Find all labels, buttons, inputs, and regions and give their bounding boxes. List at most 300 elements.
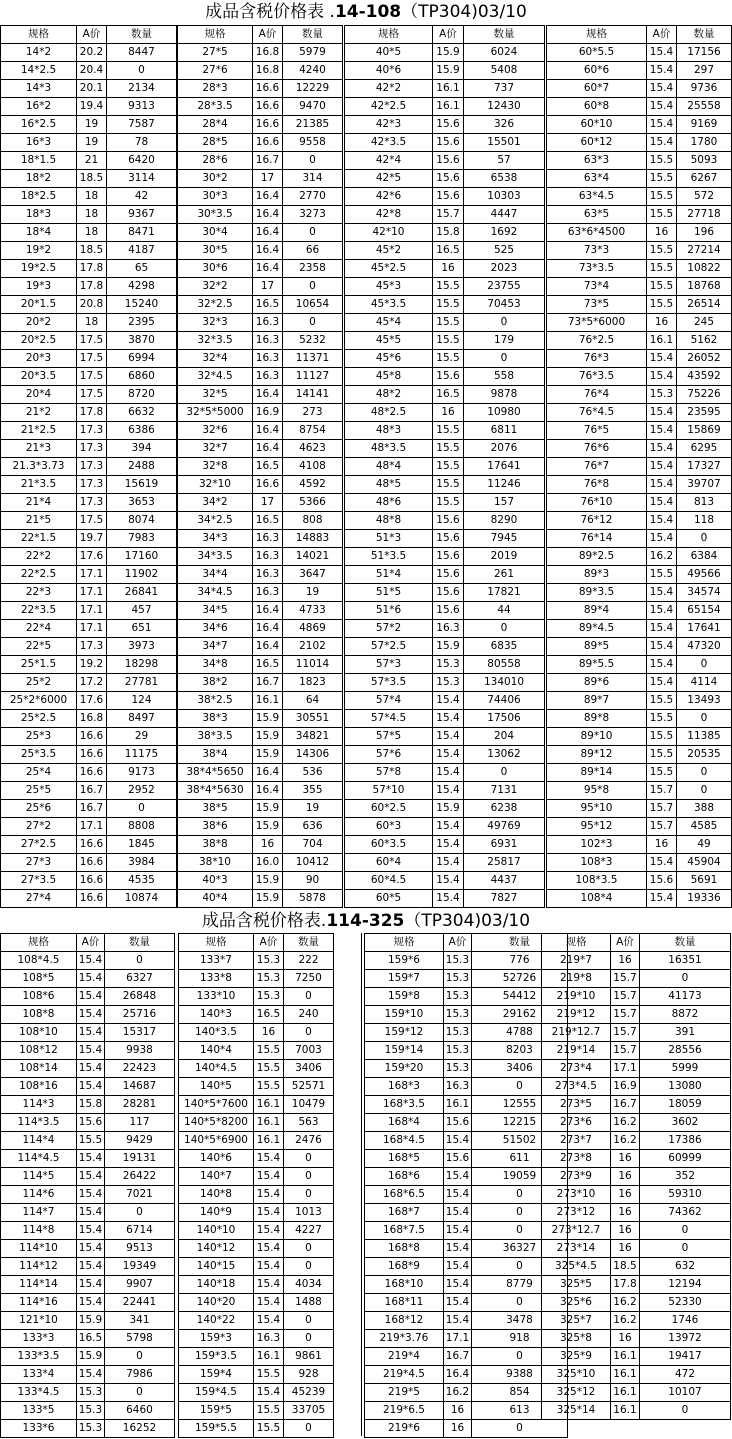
quantity-cell: 14306 — [283, 746, 343, 764]
price-cell: 15.4 — [77, 1042, 105, 1060]
table-row — [1, 458, 177, 476]
spec-cell: 45*3 — [345, 278, 433, 296]
quantity-cell: 813 — [677, 494, 732, 512]
price-cell: 15.5 — [254, 1042, 284, 1060]
quantity-cell: 0 — [284, 1240, 334, 1258]
quantity-cell: 704 — [283, 836, 343, 854]
spec-cell: 76*10 — [547, 494, 647, 512]
quantity-cell: 326 — [464, 116, 545, 134]
table-row — [365, 1312, 568, 1330]
spec-cell: 57*3 — [345, 656, 433, 674]
quantity-cell: 11902 — [107, 566, 177, 584]
quantity-cell: 12555 — [472, 1096, 568, 1114]
table-row — [1, 1258, 175, 1276]
price-cell: 16 — [647, 314, 677, 332]
spec-cell: 25*2 — [1, 674, 77, 692]
price-block-2 — [178, 933, 334, 1438]
quantity-cell: 19349 — [105, 1258, 175, 1276]
quantity-cell: 1746 — [640, 1312, 731, 1330]
quantity-cell: 0 — [284, 1258, 334, 1276]
quantity-cell: 15240 — [107, 296, 177, 314]
quantity-cell: 0 — [640, 1222, 731, 1240]
table-row — [1, 494, 177, 512]
table-row — [1, 206, 177, 224]
table-row — [547, 296, 732, 314]
spec-cell: 21*2.5 — [1, 422, 77, 440]
table-title-2 — [0, 910, 732, 933]
quantity-cell: 4535 — [107, 872, 177, 890]
spec-cell: 219*6.5 — [365, 1402, 444, 1420]
spec-cell: 63*4.5 — [547, 188, 647, 206]
table-row — [542, 1276, 731, 1294]
quantity-cell: 5093 — [677, 152, 732, 170]
spec-cell: 102*3 — [547, 836, 647, 854]
price-cell: 15.9 — [77, 1348, 105, 1366]
price-cell: 15.8 — [433, 224, 464, 242]
price-cell: 15.4 — [77, 1006, 105, 1024]
price-cell: 17.5 — [77, 332, 107, 350]
table-row — [178, 134, 343, 152]
spec-cell: 168*8 — [365, 1240, 444, 1258]
spec-cell: 219*4 — [365, 1348, 444, 1366]
table-row — [345, 638, 545, 656]
table-row — [179, 1402, 334, 1420]
table-row — [542, 1186, 731, 1204]
header-spec: 规格 — [179, 934, 254, 952]
price-cell: 20.1 — [77, 80, 107, 98]
spec-cell: 34*2 — [178, 494, 253, 512]
quantity-cell: 245 — [677, 314, 732, 332]
table-row — [1, 656, 177, 674]
table-row — [542, 1150, 731, 1168]
table-row — [345, 116, 545, 134]
spec-cell: 219*12 — [542, 1006, 611, 1024]
table-row — [178, 818, 343, 836]
quantity-cell: 273 — [283, 404, 343, 422]
quantity-cell: 10107 — [640, 1384, 731, 1402]
table-row — [1, 1078, 175, 1096]
price-cell: 15.5 — [254, 1060, 284, 1078]
quantity-cell: 0 — [283, 152, 343, 170]
spec-cell: 73*5 — [547, 296, 647, 314]
quantity-cell: 4788 — [472, 1024, 568, 1042]
spec-cell: 30*3.5 — [178, 206, 253, 224]
spec-cell: 60*4 — [345, 854, 433, 872]
quantity-cell: 9173 — [107, 764, 177, 782]
table-row — [365, 1006, 568, 1024]
spec-cell: 22*3.5 — [1, 602, 77, 620]
table-row — [178, 98, 343, 116]
price-cell: 15.5 — [647, 746, 677, 764]
price-cell: 15.9 — [433, 800, 464, 818]
quantity-cell: 36327 — [472, 1240, 568, 1258]
price-cell: 15.6 — [77, 1114, 105, 1132]
price-cell: 16.6 — [77, 854, 107, 872]
quantity-cell: 13080 — [640, 1078, 731, 1096]
price-cell: 16.4 — [253, 782, 283, 800]
quantity-cell: 60999 — [640, 1150, 731, 1168]
price-cell: 18 — [77, 224, 107, 242]
table-row — [178, 422, 343, 440]
price-cell: 15.5 — [647, 170, 677, 188]
quantity-cell: 1823 — [283, 674, 343, 692]
price-cell: 15.7 — [611, 1042, 640, 1060]
table-row — [1, 422, 177, 440]
table-row — [345, 602, 545, 620]
spec-cell: 45*6 — [345, 350, 433, 368]
price-cell: 17 — [253, 170, 283, 188]
table-row — [178, 548, 343, 566]
table-row — [365, 1240, 568, 1258]
quantity-cell: 34821 — [283, 728, 343, 746]
table-row — [547, 206, 732, 224]
header-price: A价 — [433, 26, 464, 44]
price-cell: 15.5 — [433, 350, 464, 368]
quantity-cell: 9878 — [464, 386, 545, 404]
price-cell: 16.1 — [444, 1096, 472, 1114]
quantity-cell: 11371 — [283, 350, 343, 368]
table-row — [178, 404, 343, 422]
quantity-cell: 10822 — [677, 260, 732, 278]
price-cell: 15.4 — [77, 1078, 105, 1096]
table-row — [1, 1060, 175, 1078]
price-cell: 15.4 — [254, 1312, 284, 1330]
table-row — [1, 952, 175, 970]
spec-cell: 140*3.5 — [179, 1024, 254, 1042]
table-row — [179, 1294, 334, 1312]
price-cell: 16.1 — [611, 1384, 640, 1402]
price-cell: 16.6 — [77, 836, 107, 854]
quantity-cell: 6295 — [677, 440, 732, 458]
spec-cell: 76*4 — [547, 386, 647, 404]
table-row — [365, 988, 568, 1006]
table-row — [345, 872, 545, 890]
table-row — [1, 818, 177, 836]
price-cell: 15.4 — [77, 1366, 105, 1384]
quantity-cell: 16351 — [640, 952, 731, 970]
spec-cell: 133*5 — [1, 1402, 77, 1420]
quantity-cell: 0 — [677, 710, 732, 728]
spec-cell: 140*20 — [179, 1294, 254, 1312]
price-cell: 16.4 — [444, 1366, 472, 1384]
quantity-cell: 11246 — [464, 476, 545, 494]
price-cell: 15.4 — [254, 1168, 284, 1186]
table-row — [365, 1060, 568, 1078]
quantity-cell: 13972 — [640, 1330, 731, 1348]
quantity-cell: 9367 — [107, 206, 177, 224]
spec-cell: 273*9 — [542, 1168, 611, 1186]
price-cell: 15.3 — [254, 988, 284, 1006]
spec-cell: 38*8 — [178, 836, 253, 854]
price-cell: 15.7 — [647, 800, 677, 818]
spec-cell: 40*3 — [178, 872, 253, 890]
price-cell: 15.4 — [254, 1294, 284, 1312]
table-row — [1, 1276, 175, 1294]
table-row — [1, 872, 177, 890]
quantity-cell: 394 — [107, 440, 177, 458]
spec-cell: 76*4.5 — [547, 404, 647, 422]
quantity-cell: 2476 — [284, 1132, 334, 1150]
table-row — [542, 988, 731, 1006]
price-cell: 15.3 — [444, 1024, 472, 1042]
table-row — [1, 98, 177, 116]
quantity-cell: 5999 — [640, 1060, 731, 1078]
table-row — [178, 530, 343, 548]
price-cell: 16.4 — [253, 602, 283, 620]
price-cell: 15.4 — [254, 1186, 284, 1204]
spec-cell: 48*3 — [345, 422, 433, 440]
spec-cell: 25*2*6000 — [1, 692, 77, 710]
header-price: A价 — [444, 934, 472, 952]
table-row — [1, 1006, 175, 1024]
spec-cell: 159*10 — [365, 1006, 444, 1024]
table-row — [365, 1114, 568, 1132]
spec-cell: 89*4.5 — [547, 620, 647, 638]
price-cell: 15.5 — [647, 188, 677, 206]
spec-cell: 325*10 — [542, 1366, 611, 1384]
table-row — [1, 44, 177, 62]
spec-cell: 108*3.5 — [547, 872, 647, 890]
spec-cell: 219*3.76 — [365, 1330, 444, 1348]
price-cell: 15.4 — [647, 854, 677, 872]
quantity-cell: 261 — [464, 566, 545, 584]
quantity-cell: 26052 — [677, 350, 732, 368]
price-cell: 16.7 — [253, 674, 283, 692]
spec-cell: 48*8 — [345, 512, 433, 530]
header-row — [542, 934, 731, 952]
spec-cell: 76*3.5 — [547, 368, 647, 386]
quantity-cell: 19 — [283, 584, 343, 602]
table-row — [365, 1420, 568, 1438]
table-row — [1, 620, 177, 638]
table-row — [345, 350, 545, 368]
price-cell: 16.6 — [253, 134, 283, 152]
table-row — [179, 1096, 334, 1114]
quantity-cell: 41173 — [640, 988, 731, 1006]
quantity-cell: 9938 — [105, 1042, 175, 1060]
price-cell: 16.6 — [77, 764, 107, 782]
spec-cell: 168*7 — [365, 1204, 444, 1222]
quantity-cell: 3602 — [640, 1114, 731, 1132]
table-row — [547, 98, 732, 116]
spec-cell: 48*5 — [345, 476, 433, 494]
price-cell: 15.6 — [433, 170, 464, 188]
quantity-cell: 4733 — [283, 602, 343, 620]
quantity-cell: 25558 — [677, 98, 732, 116]
table-row — [178, 80, 343, 98]
price-cell: 15.4 — [433, 710, 464, 728]
spec-cell: 133*10 — [179, 988, 254, 1006]
price-cell: 16.1 — [254, 1114, 284, 1132]
spec-cell: 140*12 — [179, 1240, 254, 1258]
spec-cell: 28*4 — [178, 116, 253, 134]
price-cell: 17.3 — [77, 458, 107, 476]
table-row — [345, 332, 545, 350]
price-cell: 15.4 — [647, 530, 677, 548]
table-row — [345, 62, 545, 80]
price-cell: 15.7 — [611, 1006, 640, 1024]
quantity-cell: 7587 — [107, 116, 177, 134]
quantity-cell: 8074 — [107, 512, 177, 530]
quantity-cell: 808 — [283, 512, 343, 530]
price-cell: 16.7 — [611, 1096, 640, 1114]
price-cell: 15.5 — [647, 728, 677, 746]
header-spec: 规格 — [1, 934, 77, 952]
quantity-cell: 9513 — [105, 1240, 175, 1258]
price-cell: 15.4 — [647, 422, 677, 440]
table-row — [1, 800, 177, 818]
price-cell: 16.1 — [254, 1348, 284, 1366]
table-row — [547, 764, 732, 782]
spec-cell: 34*3.5 — [178, 548, 253, 566]
spec-cell: 16*3 — [1, 134, 77, 152]
price-cell: 17 — [253, 494, 283, 512]
header-quantity: 数量 — [464, 26, 545, 44]
spec-cell: 273*4.5 — [542, 1078, 611, 1096]
quantity-cell: 74406 — [464, 692, 545, 710]
table-row — [179, 1042, 334, 1060]
spec-cell: 168*4.5 — [365, 1132, 444, 1150]
spec-cell: 45*3.5 — [345, 296, 433, 314]
table-row — [365, 952, 568, 970]
price-cell: 16.1 — [611, 1402, 640, 1420]
price-cell: 15.3 — [444, 1042, 472, 1060]
price-cell: 15.5 — [647, 710, 677, 728]
spec-cell: 21*5 — [1, 512, 77, 530]
quantity-cell: 6860 — [107, 368, 177, 386]
spec-cell: 60*3 — [345, 818, 433, 836]
table-row — [365, 1402, 568, 1420]
spec-cell: 22*1.5 — [1, 530, 77, 548]
price-cell: 17.3 — [77, 422, 107, 440]
price-cell: 15.6 — [433, 134, 464, 152]
price-cell: 17.8 — [77, 404, 107, 422]
price-cell: 21 — [77, 152, 107, 170]
table-row — [1, 1348, 175, 1366]
price-cell: 16.1 — [433, 80, 464, 98]
price-cell: 16.4 — [253, 638, 283, 656]
quantity-cell: 117 — [105, 1114, 175, 1132]
table-row — [178, 332, 343, 350]
quantity-cell: 5232 — [283, 332, 343, 350]
quantity-cell: 28281 — [105, 1096, 175, 1114]
quantity-cell: 12229 — [283, 80, 343, 98]
table-row — [1, 152, 177, 170]
price-cell: 15.3 — [444, 952, 472, 970]
quantity-cell: 0 — [640, 1402, 731, 1420]
quantity-cell: 42 — [107, 188, 177, 206]
quantity-cell: 54412 — [472, 988, 568, 1006]
quantity-cell: 0 — [105, 1204, 175, 1222]
spec-cell: 45*5 — [345, 332, 433, 350]
table-row — [365, 1294, 568, 1312]
spec-cell: 114*12 — [1, 1258, 77, 1276]
price-cell: 15.6 — [433, 584, 464, 602]
spec-cell: 42*5 — [345, 170, 433, 188]
spec-cell: 20*3 — [1, 350, 77, 368]
spec-cell: 25*3 — [1, 728, 77, 746]
spec-cell: 76*6 — [547, 440, 647, 458]
quantity-cell: 651 — [107, 620, 177, 638]
price-cell: 16.2 — [611, 1294, 640, 1312]
price-cell: 15.3 — [77, 1402, 105, 1420]
price-cell: 16.7 — [77, 800, 107, 818]
spec-cell: 273*7 — [542, 1132, 611, 1150]
price-cell: 16.9 — [611, 1078, 640, 1096]
table-row — [345, 188, 545, 206]
table-row — [1, 836, 177, 854]
spec-cell: 168*12 — [365, 1312, 444, 1330]
table-row — [1, 170, 177, 188]
price-cell: 16.2 — [444, 1384, 472, 1402]
table-row — [178, 836, 343, 854]
table-row — [1, 1132, 175, 1150]
spec-cell: 32*6 — [178, 422, 253, 440]
table-row — [542, 1384, 731, 1402]
price-grid-2 — [0, 933, 732, 1437]
price-cell: 19.4 — [77, 98, 107, 116]
quantity-cell: 19336 — [677, 890, 732, 908]
table-row — [178, 476, 343, 494]
spec-cell: 42*3.5 — [345, 134, 433, 152]
price-cell: 16.9 — [253, 404, 283, 422]
spec-cell: 38*2.5 — [178, 692, 253, 710]
spec-cell: 325*8 — [542, 1330, 611, 1348]
spec-cell: 57*6 — [345, 746, 433, 764]
table-row — [547, 116, 732, 134]
spec-cell: 19*3 — [1, 278, 77, 296]
spec-cell: 273*12.7 — [542, 1222, 611, 1240]
price-cell: 15.7 — [611, 1024, 640, 1042]
quantity-cell: 30551 — [283, 710, 343, 728]
table-row — [547, 386, 732, 404]
price-cell: 15.5 — [647, 242, 677, 260]
table-row — [547, 476, 732, 494]
table-row — [345, 692, 545, 710]
price-cell: 16.3 — [253, 530, 283, 548]
title-prefix: 成品含税价格表 . — [205, 2, 335, 22]
title-suffix: （TP304)03/10 — [401, 2, 527, 22]
spec-cell: 21*3 — [1, 440, 77, 458]
table-row — [345, 314, 545, 332]
price-cell: 16.5 — [253, 656, 283, 674]
spec-cell: 42*6 — [345, 188, 433, 206]
price-cell: 15.4 — [647, 350, 677, 368]
price-cell: 16.4 — [253, 260, 283, 278]
price-block-4 — [546, 25, 732, 908]
spec-cell: 38*4*5650 — [178, 764, 253, 782]
quantity-cell: 297 — [677, 62, 732, 80]
quantity-cell: 14141 — [283, 386, 343, 404]
quantity-cell: 6267 — [677, 170, 732, 188]
table-row — [345, 566, 545, 584]
quantity-cell: 4108 — [283, 458, 343, 476]
table-row — [345, 584, 545, 602]
table-row — [547, 170, 732, 188]
table-row — [179, 1078, 334, 1096]
quantity-cell: 19059 — [472, 1168, 568, 1186]
table-row — [542, 1096, 731, 1114]
table-row — [178, 638, 343, 656]
spec-cell: 40*6 — [345, 62, 433, 80]
quantity-cell: 179 — [464, 332, 545, 350]
quantity-cell: 9470 — [283, 98, 343, 116]
price-cell: 15.6 — [433, 530, 464, 548]
block-separator — [361, 933, 362, 1436]
spec-cell: 140*9 — [179, 1204, 254, 1222]
table-row — [345, 404, 545, 422]
price-cell: 16.4 — [253, 188, 283, 206]
